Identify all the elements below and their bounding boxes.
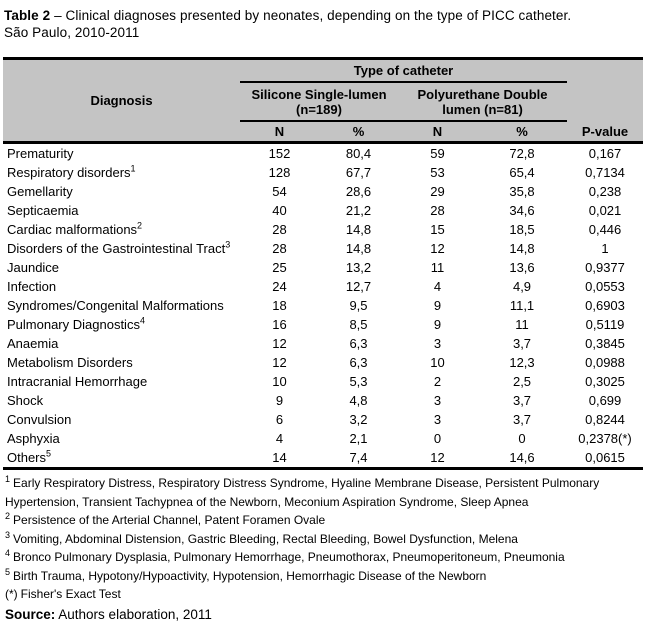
polyurethane-n-cell: 4 <box>433 279 442 294</box>
polyurethane-n-cell: 3 <box>433 336 442 351</box>
polyurethane-n-cell: 59 <box>430 146 445 161</box>
footnote-1 <box>5 474 643 511</box>
table-row <box>3 353 643 372</box>
table-row <box>3 258 643 277</box>
table-row <box>3 277 643 296</box>
footnote-4 <box>5 548 643 567</box>
polyurethane-percent-cell: 13,6 <box>509 260 535 275</box>
pvalue-cell: 0,2378(*) <box>578 431 632 446</box>
footnote-text: Birth Trauma, Hypotony/Hypoactivity, Hypotension, Hemorrhagic Disease of the Newborn <box>13 568 487 583</box>
diagnosis-cell: Disorders of the Gastrointestinal Tract$^3$ <box>7 239 231 256</box>
polyurethane-percent-cell: 34,6 <box>509 203 535 218</box>
polyurethane-percent-cell: 14,6 <box>477 448 567 469</box>
footnote-reference: 2 <box>137 220 143 231</box>
silicone-n-cell: 6 <box>275 412 284 427</box>
diagnosis-cell: Infection <box>7 279 57 294</box>
pvalue-cell: 0,7134 <box>585 165 625 180</box>
polyurethane-percent-cell: 14,8 <box>509 241 535 256</box>
silicone-percent-cell: 14,8 <box>345 222 372 237</box>
polyurethane-percent-cell: 11 <box>515 317 529 332</box>
page-title <box>4 7 643 41</box>
diagnosis-cell: Anaemia <box>7 336 59 351</box>
polyurethane-n-cell: 10 <box>430 355 445 370</box>
silicone-n-cell: 40 <box>272 203 287 218</box>
polyurethane-percent-cell: 11,1 <box>509 298 535 313</box>
silicone-percent-cell: 14,8 <box>345 241 372 256</box>
silicone-percent-cell: 9,5 <box>349 298 368 313</box>
footnote-text: Vomiting, Abdominal Distension, Gastric Bleeding, Rectal Bleeding, Bowel Dysfunction, Melena <box>13 531 518 546</box>
diagnosis-cell: Asphyxia <box>7 431 60 446</box>
pvalue-cell: 0,238 <box>588 184 622 199</box>
silicone-n-cell: 25 <box>272 260 287 275</box>
footnote-3 <box>5 530 643 549</box>
footnote-reference: 3 <box>225 239 231 250</box>
table-row <box>3 410 643 429</box>
table-row <box>3 163 643 182</box>
silicone-percent-cell: 67,7 <box>345 165 372 180</box>
diagnosis-cell: Others$^5$ <box>3 448 240 469</box>
footnotes <box>5 474 643 604</box>
silicone-percent-cell: 6,3 <box>349 355 368 370</box>
silicone-percent-header: % <box>319 121 398 143</box>
pvalue-cell: 0,0615 <box>567 448 643 469</box>
silicone-n-header: N <box>240 121 319 143</box>
silicone-n-cell: 152 <box>268 146 291 161</box>
polyurethane-percent-cell: 3,7 <box>512 393 532 408</box>
silicone-n-cell: 18 <box>272 298 287 313</box>
table-row <box>3 315 643 334</box>
pvalue-cell: 0,8244 <box>585 412 625 427</box>
polyurethane-n-cell: 3 <box>433 393 442 408</box>
footnote-reference: 5 <box>46 448 52 459</box>
pvalue-header: P-value <box>567 121 643 143</box>
diagnosis-cell: Intracranial Hemorrhage <box>7 374 148 389</box>
pvalue-cell: 0,3845 <box>585 336 625 351</box>
footnote-5 <box>5 567 643 586</box>
pvalue-cell: 0,0988 <box>585 355 625 370</box>
polyurethane-n-cell: 15 <box>430 222 445 237</box>
silicone-percent-cell: 13,2 <box>345 260 372 275</box>
silicone-percent-cell: 80,4 <box>345 146 372 161</box>
polyurethane-percent-cell: 3,7 <box>512 412 532 427</box>
footnote-fishers-test <box>5 585 643 604</box>
polyurethane-percent-cell: 65,4 <box>509 165 535 180</box>
table-row <box>3 201 643 220</box>
footnote-marker: (*) <box>5 587 18 601</box>
diagnosis-cell: Respiratory disorders$^1$ <box>7 163 136 180</box>
title-line-1 <box>4 7 643 24</box>
silicone-percent-cell: 28,6 <box>345 184 372 199</box>
silicone-group-header: Silicone Single-lumen (n=189) <box>240 82 398 121</box>
silicone-percent-cell: 6,3 <box>349 336 368 351</box>
polyurethane-n-cell: 9 <box>433 317 442 332</box>
diagnosis-column-header: Diagnosis <box>3 59 240 143</box>
pvalue-cell: 1 <box>601 241 609 256</box>
pvalue-cell: 0,5119 <box>585 317 625 332</box>
diagnosis-cell: Syndromes/Congenital Malformations <box>7 298 224 313</box>
table-row <box>3 448 643 469</box>
polyurethane-n-cell: 28 <box>430 203 445 218</box>
pvalue-cell: 0,021 <box>588 203 622 218</box>
polyurethane-percent-cell: 3,7 <box>512 336 532 351</box>
polyurethane-percent-cell: 12,3 <box>509 355 535 370</box>
title-text: – Clinical diagnoses presented by neonates, depending on the type of PICC catheter. <box>54 8 572 23</box>
diagnosis-cell: Cardiac malformations$^2$ <box>7 220 143 237</box>
header-spacer <box>567 59 643 83</box>
silicone-n-cell: 12 <box>272 336 287 351</box>
polyurethane-n-cell: 12 <box>398 448 477 469</box>
table-row <box>3 334 643 353</box>
polyurethane-n-cell: 53 <box>430 165 445 180</box>
polyurethane-percent-cell: 35,8 <box>509 184 535 199</box>
pvalue-cell: 0,167 <box>588 146 622 161</box>
silicone-n-cell: 12 <box>272 355 287 370</box>
silicone-percent-cell: 2,1 <box>349 431 368 446</box>
silicone-percent-cell: 4,8 <box>349 393 368 408</box>
table-number: Table 2 <box>4 8 51 23</box>
silicone-percent-cell: 12,7 <box>345 279 372 294</box>
footnote-marker: 2 <box>5 511 11 521</box>
silicone-n-cell: 4 <box>275 431 284 446</box>
header-spacer <box>567 82 643 121</box>
table-row <box>3 239 643 258</box>
polyurethane-percent-cell: 72,8 <box>509 146 535 161</box>
silicone-percent-cell: 21,2 <box>345 203 372 218</box>
silicone-percent-cell: 5,3 <box>349 374 368 389</box>
footnote-text: Bronco Pulmonary Dysplasia, Pulmonary Hemorrhage, Pneumothorax, Pneumoperitoneum, Pneumonia <box>13 550 565 564</box>
silicone-percent-cell: 3,2 <box>349 412 368 427</box>
polyurethane-percent-cell: 2,5 <box>512 374 532 389</box>
pvalue-cell: 0,446 <box>588 222 622 237</box>
diagnosis-cell: Shock <box>7 393 44 408</box>
polyurethane-percent-cell: 4,9 <box>512 279 532 294</box>
polyurethane-n-cell: 0 <box>433 431 442 446</box>
polyurethane-n-cell: 9 <box>433 298 442 313</box>
silicone-percent-cell: 7,4 <box>319 448 398 469</box>
diagnosis-cell: Gemellarity <box>7 184 73 199</box>
table-row <box>3 296 643 315</box>
footnote-2 <box>5 511 643 530</box>
footnote-marker: 1 <box>5 474 11 484</box>
polyurethane-n-cell: 3 <box>433 412 442 427</box>
polyurethane-n-cell: 12 <box>430 241 445 256</box>
diagnosis-cell: Prematurity <box>7 146 74 161</box>
pvalue-cell: 0,3025 <box>585 374 625 389</box>
silicone-n-cell: 28 <box>272 241 287 256</box>
title-line-2: São Paulo, 2010-2011 <box>4 25 140 40</box>
diagnosis-cell: Pulmonary Diagnostics$^4$ <box>7 315 145 332</box>
polyurethane-percent-cell: 0 <box>518 431 526 446</box>
polyurethane-n-header: N <box>398 121 477 143</box>
source-text: Authors elaboration, 2011 <box>58 606 212 622</box>
source-label: Source: <box>5 606 56 622</box>
polyurethane-percent-header: % <box>477 121 567 143</box>
table-row <box>3 220 643 239</box>
footnote-marker: 5 <box>5 566 11 577</box>
table-row <box>3 391 643 410</box>
catheter-type-group-header: Type of catheter <box>240 59 567 83</box>
footnote-reference: 4 <box>139 315 145 326</box>
silicone-n-cell: 128 <box>268 165 291 180</box>
polyurethane-n-cell: 11 <box>430 260 445 275</box>
footnote-text: Fisher's Exact Test <box>20 587 121 601</box>
footnote-marker: 3 <box>5 529 11 540</box>
footnote-reference: 1 <box>130 163 136 174</box>
polyurethane-n-cell: 29 <box>430 184 445 199</box>
silicone-n-cell: 54 <box>272 184 287 199</box>
table-row <box>3 429 643 448</box>
diagnosis-cell: Septicaemia <box>7 203 79 218</box>
footnote-text: Early Respiratory Distress, Respiratory Distress Syndrome, Hyaline Membrane Disease, Persistent Pulmonary Hypertension, Transient Tachypnea of the Newborn, Meconium Aspiration Syndrome, Sleep Apnea <box>5 476 600 509</box>
table-body <box>3 143 643 469</box>
table-row <box>3 372 643 391</box>
table-row <box>3 182 643 201</box>
polyurethane-group-header: Polyurethane Double lumen (n=81) <box>398 82 567 121</box>
silicone-n-cell: 9 <box>275 393 284 408</box>
silicone-n-cell: 10 <box>272 374 287 389</box>
header-row-group-title <box>3 59 643 83</box>
silicone-n-cell: 16 <box>272 317 287 332</box>
footnote-marker: 4 <box>5 548 11 558</box>
silicone-n-cell: 14 <box>240 448 319 469</box>
data-table <box>3 57 643 470</box>
pvalue-cell: 0,699 <box>588 393 622 408</box>
footnote-text: Persistence of the Arterial Channel, Patent Foramen Ovale <box>13 513 326 527</box>
silicone-n-cell: 24 <box>272 279 287 294</box>
pvalue-cell: 0,9377 <box>585 260 625 275</box>
pvalue-cell: 0,6903 <box>585 298 625 313</box>
diagnosis-cell: Convulsion <box>7 412 72 427</box>
diagnosis-cell: Metabolism Disorders <box>7 355 133 370</box>
diagnosis-cell: Jaundice <box>7 260 60 275</box>
polyurethane-percent-cell: 18,5 <box>509 222 535 237</box>
silicone-n-cell: 28 <box>272 222 287 237</box>
table-row <box>3 143 643 164</box>
table-header <box>3 59 643 143</box>
pvalue-cell: 0,0553 <box>585 279 625 294</box>
silicone-percent-cell: 8,5 <box>349 317 368 332</box>
polyurethane-n-cell: 2 <box>433 374 442 389</box>
